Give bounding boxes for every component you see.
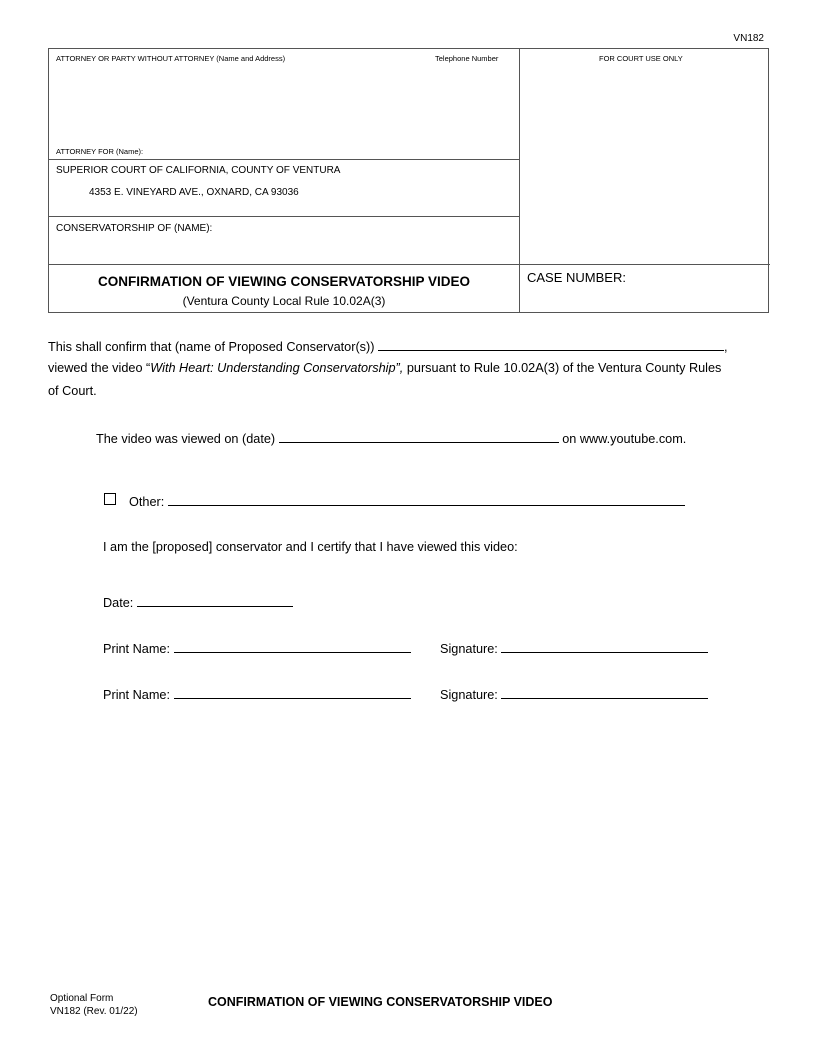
- signature-line-2: [440, 686, 708, 702]
- court-use-label: FOR COURT USE ONLY: [599, 54, 683, 63]
- viewed-on-prefix: The video was viewed on (date): [96, 432, 276, 446]
- confirm-line-2-text: viewed the video “: [48, 361, 151, 375]
- form-title: CONFIRMATION OF VIEWING CONSERVATORSHIP VIDEO: [97, 274, 471, 289]
- date-label: Date:: [103, 596, 134, 610]
- video-title: With Heart: Understanding Conservatorship”,: [150, 361, 404, 375]
- caption-divider-vertical: [519, 49, 520, 312]
- signature-input-2[interactable]: [501, 686, 708, 699]
- confirm-prefix: This shall confirm that (name of Proposed Conservator(s)): [48, 340, 375, 354]
- telephone-label: Telephone Number: [435, 54, 499, 63]
- form-id: VN182: [733, 33, 764, 44]
- caption-box: [48, 48, 769, 313]
- footer-title: CONFIRMATION OF VIEWING CONSERVATORSHIP VIDEO: [208, 995, 553, 1009]
- confirm-line-2: [48, 361, 721, 375]
- form-subtitle: (Ventura County Local Rule 10.02A(3): [182, 294, 386, 308]
- signature-line-1: [440, 640, 708, 656]
- date-line: [103, 594, 293, 610]
- print-name-label-2: Print Name:: [103, 688, 170, 702]
- court-name: SUPERIOR COURT OF CALIFORNIA, COUNTY OF VENTURA: [56, 165, 341, 176]
- signature-label-2: Signature:: [440, 688, 498, 702]
- print-name-input-2[interactable]: [174, 686, 411, 699]
- other-line: [129, 493, 685, 509]
- caption-divider-2: [49, 216, 519, 217]
- footer-revision: VN182 (Rev. 01/22): [50, 1006, 138, 1017]
- conservatorship-label: CONSERVATORSHIP OF (NAME):: [56, 223, 213, 234]
- signature-label-1: Signature:: [440, 642, 498, 656]
- certify-text: I am the [proposed] conservator and I certify that I have viewed this video:: [103, 540, 518, 554]
- print-name-line-1: [103, 640, 411, 656]
- print-name-label-1: Print Name:: [103, 642, 170, 656]
- caption-divider-3: [49, 264, 770, 265]
- other-text-line[interactable]: [168, 493, 685, 506]
- signature-input-1[interactable]: [501, 640, 708, 653]
- confirm-line-3: of Court.: [48, 384, 97, 398]
- viewed-on-line: [96, 430, 686, 446]
- date-input-line[interactable]: [137, 594, 293, 607]
- attorney-label: ATTORNEY OR PARTY WITHOUT ATTORNEY (Name and Address): [56, 54, 286, 63]
- other-checkbox[interactable]: [104, 493, 116, 505]
- caption-divider-1: [49, 159, 519, 160]
- case-number-label: CASE NUMBER:: [527, 270, 626, 285]
- attorney-for-label: ATTORNEY FOR (Name):: [56, 147, 144, 156]
- proposed-conservator-name-line[interactable]: [378, 338, 724, 351]
- print-name-line-2: [103, 686, 411, 702]
- other-label: Other:: [129, 495, 165, 509]
- print-name-input-1[interactable]: [174, 640, 411, 653]
- confirm-line-1: This shall confirm that (name of Proposed Conservator(s)) ,: [48, 340, 728, 354]
- footer-optional-form: Optional Form: [50, 993, 114, 1004]
- viewed-on-suffix: on www.youtube.com.: [562, 432, 687, 446]
- confirm-line-2-rule: pursuant to Rule 10.02A(3) of the Ventura County Rules: [403, 361, 722, 375]
- court-address: 4353 E. VINEYARD AVE., OXNARD, CA 93036: [89, 187, 299, 198]
- viewed-date-line[interactable]: [279, 430, 559, 443]
